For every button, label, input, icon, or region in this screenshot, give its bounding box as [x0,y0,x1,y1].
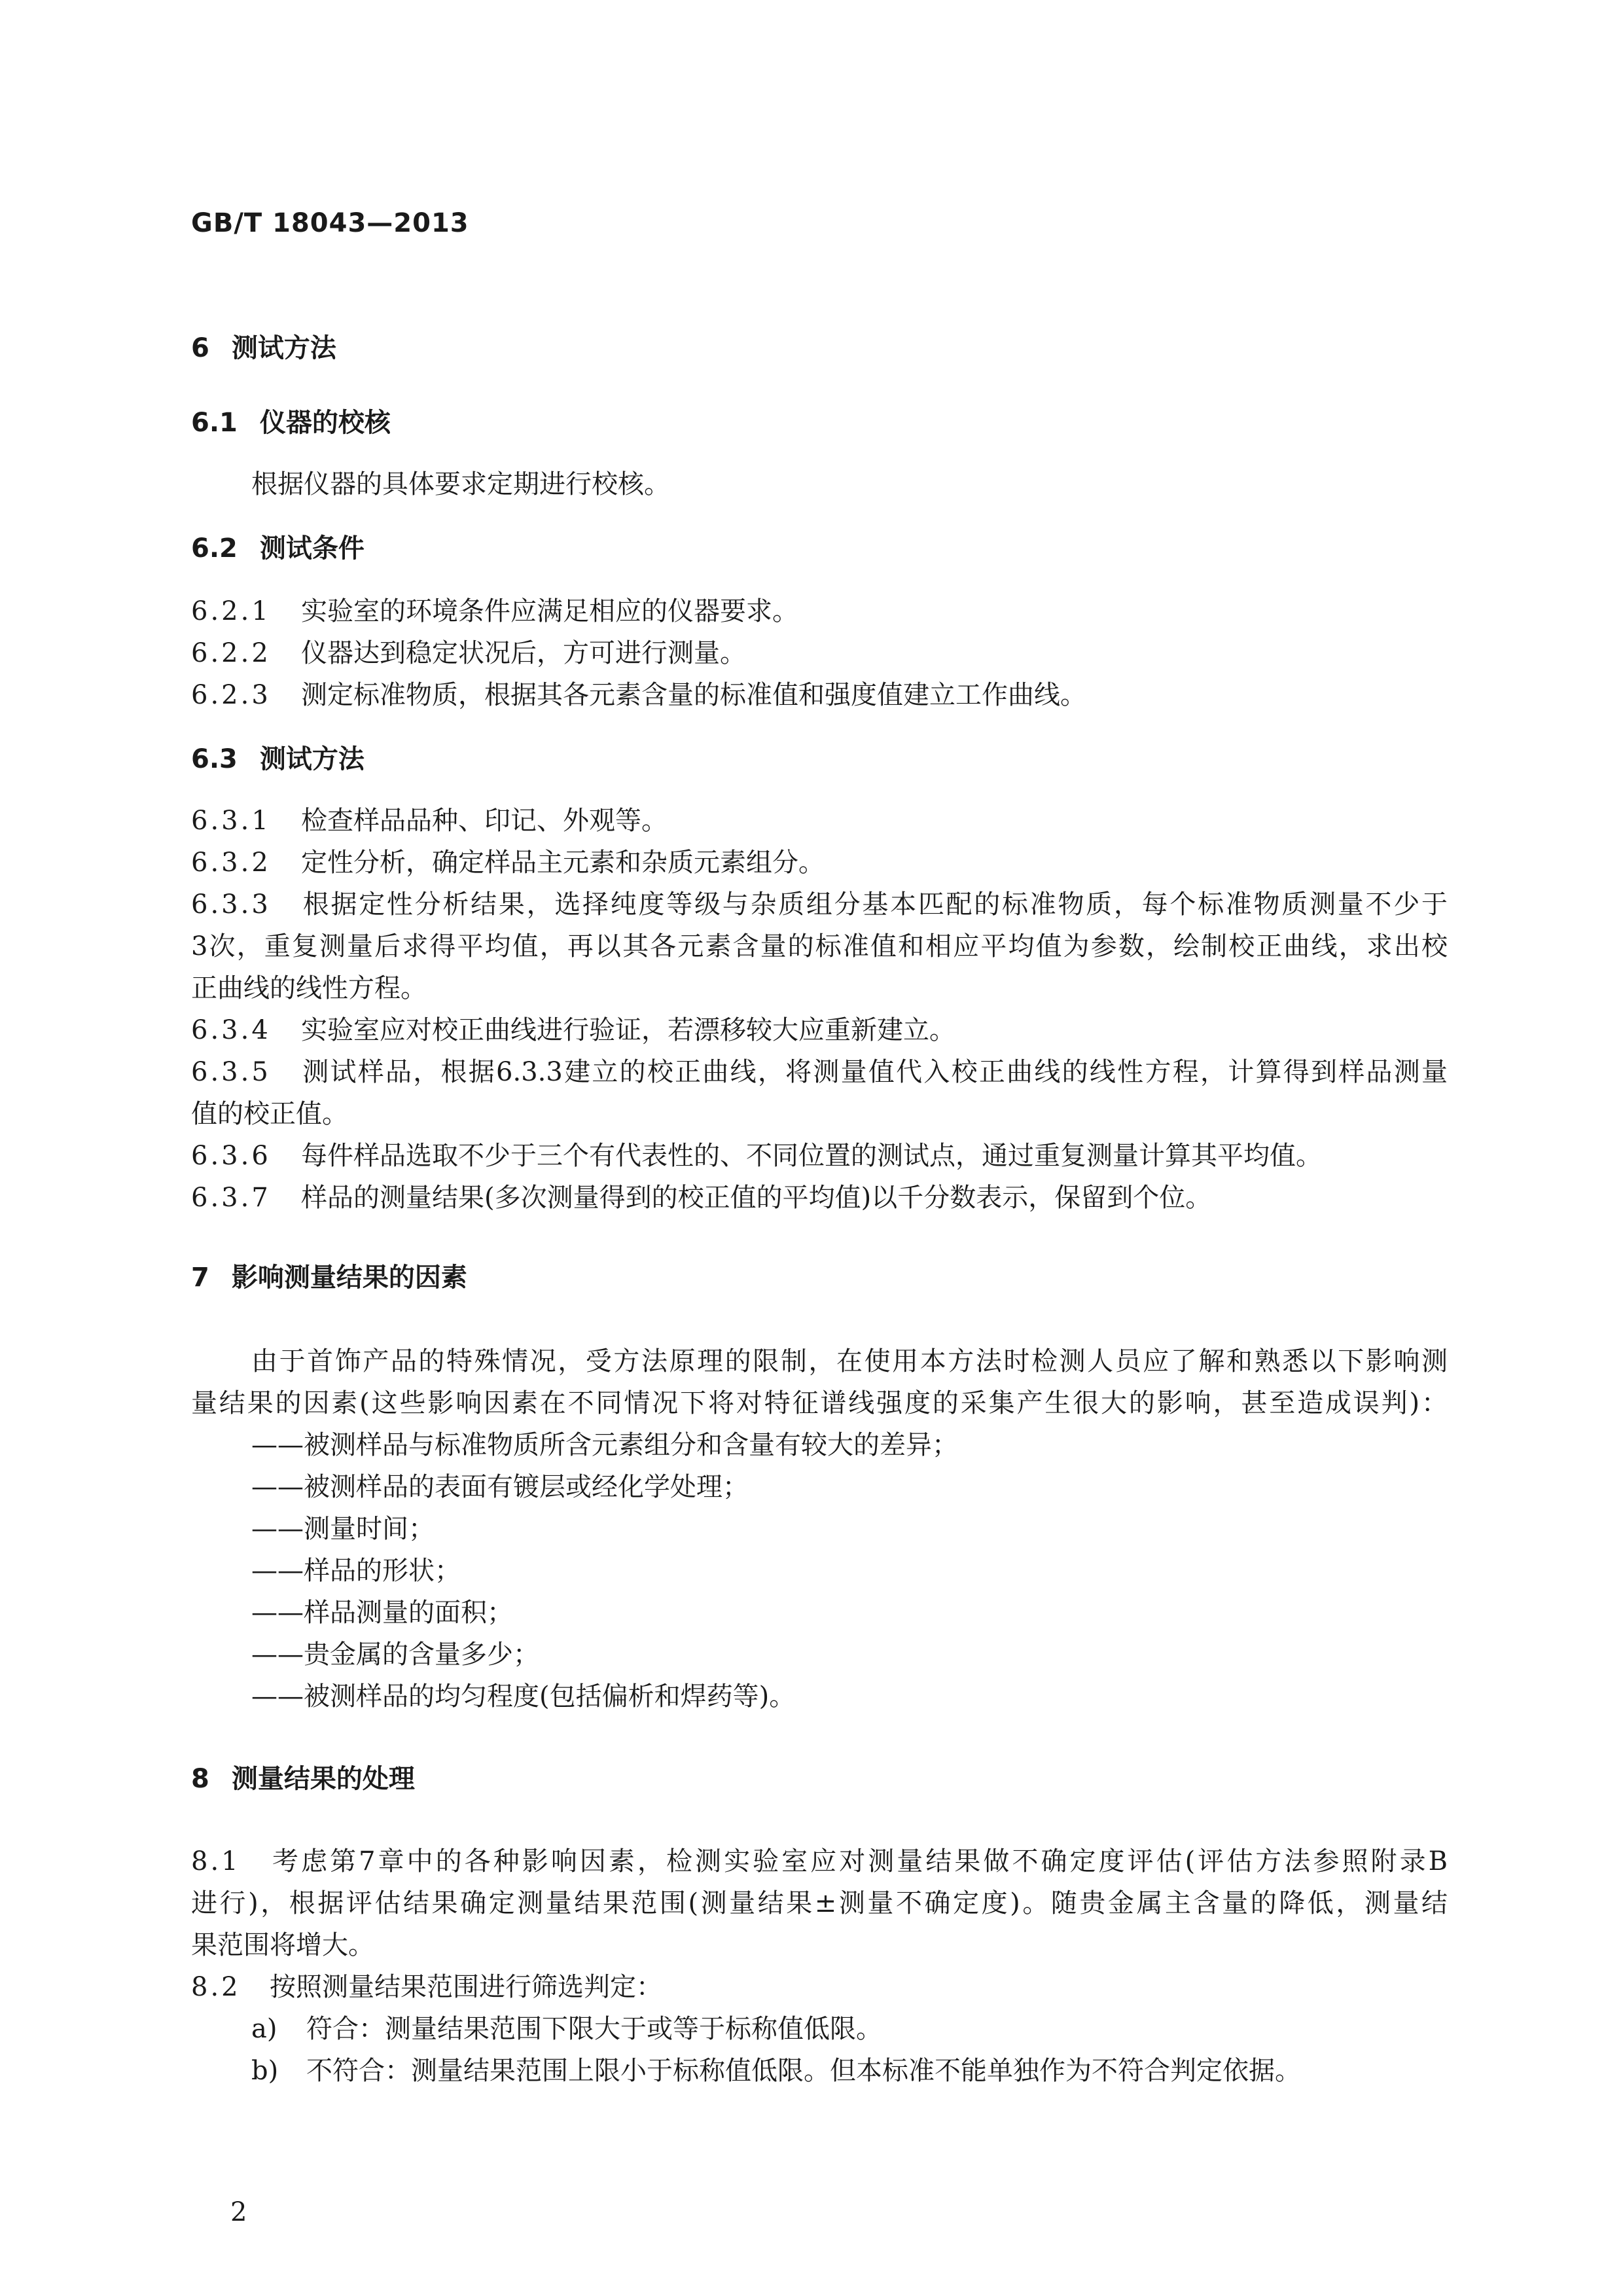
list-item: ——贵金属的含量多少； [251,1640,539,1670]
clause-text: 测试样品，根据6.3.3建立的校正曲线，将测量值代入校正曲线的线性方程，计算得到样品测量 [301,1057,1448,1087]
list-item: ——样品的形状； [251,1556,461,1586]
clause-text: 样品的测量结果(多次测量得到的校正值的平均值)以千分数表示，保留到个位。 [301,1183,1212,1213]
clause-number: 6.3.4 [191,1015,271,1045]
clause-8-2 [191,1971,662,2003]
section-number: 6 [191,333,209,363]
clause-6-3-3-line-3: 正曲线的线性方程。 [191,973,427,1003]
clause-6-3-5-line-1 [191,1056,1448,1088]
list-marker: b) [251,2056,279,2086]
clause-6-3-3-line-1 [191,889,1448,920]
clause-number: 6.3.2 [191,848,271,878]
list-item: ——被测样品与标准物质所含元素组分和含量有较大的差异； [251,1430,958,1460]
clause-text: 考虑第7章中的各种影响因素，检测实验室应对测量结果做不确定度评估(评估方法参照附录B [270,1846,1448,1876]
clause-number: 6.3.3 [191,889,271,920]
clause-6-3-2 [191,847,825,878]
clause-text: 测定标准物质，根据其各元素含量的标准值和强度值建立工作曲线。 [301,680,1086,710]
clause-number: 6.3.6 [191,1141,271,1171]
clause-text: 实验室应对校正曲线进行验证，若漂移较大应重新建立。 [301,1015,955,1045]
clause-6-3-7 [191,1182,1211,1213]
clause-8-1-line-1 [191,1846,1448,1877]
list-item-a [251,2013,882,2045]
clause-6-3-5-line-2: 值的校正值。 [191,1099,348,1129]
clause-number: 8.1 [191,1846,241,1876]
section-6-3-heading [191,744,365,775]
clause-8-1-line-3: 果范围将增大。 [191,1930,374,1960]
section-8-heading [191,1763,415,1795]
clause-text: 根据定性分析结果，选择纯度等级与杂质组分基本匹配的标准物质，每个标准物质测量不少于 [301,889,1448,920]
section-6-1-heading [191,407,391,439]
page-number: 2 [230,2197,247,2227]
clause-6-3-4 [191,1014,955,1046]
clause-text: 按照测量结果范围进行筛选判定： [270,1972,662,2002]
clause-8-1-line-2: 进行)，根据评估结果确定测量结果范围(测量结果±测量不确定度)。随贵金属主含量的降低，测量结 [191,1888,1448,1918]
section-7-heading [191,1262,467,1293]
section-title: 测试方法 [231,333,336,363]
section-title: 测量结果的处理 [231,1764,415,1794]
clause-6-2-2 [191,637,746,669]
clause-number: 6.2.2 [191,638,271,668]
list-item: ——测量时间； [251,1514,435,1544]
clause-number: 6.3.7 [191,1183,271,1213]
section-6-heading [191,332,336,364]
document-code: GB/T 18043—2013 [191,208,469,238]
section-number: 6.3 [191,744,238,774]
section-number: 6.2 [191,533,238,564]
clause-6-3-3-line-2: 3次，重复测量后求得平均值，再以其各元素含量的标准值和相应平均值为参数，绘制校正曲线，求出校 [191,931,1448,961]
clause-text: 每件样品选取不少于三个有代表性的、不同位置的测试点，通过重复测量计算其平均值。 [301,1141,1322,1171]
clause-number: 6.2.1 [191,596,271,626]
list-item: ——样品测量的面积； [251,1598,513,1628]
clause-6-3-1 [191,805,668,836]
section-number: 7 [191,1263,209,1293]
paragraph-line: 由于首饰产品的特殊情况，受方法原理的限制，在使用本方法时检测人员应了解和熟悉以下影响测 [251,1346,1448,1376]
clause-text: 实验室的环境条件应满足相应的仪器要求。 [301,596,798,626]
clause-text: 定性分析，确定样品主元素和杂质元素组分。 [301,848,825,878]
clause-6-2-3 [191,679,1086,711]
section-title: 仪器的校核 [259,408,391,438]
section-title: 测试条件 [259,533,365,564]
list-item: ——被测样品的均匀程度(包括偏析和焊药等)。 [251,1681,796,1712]
clause-6-2-1 [191,596,798,627]
clause-6-3-6 [191,1140,1322,1172]
section-number: 8 [191,1764,209,1794]
clause-number: 6.3.5 [191,1057,271,1087]
section-title: 测试方法 [259,744,365,774]
list-item: ——被测样品的表面有镀层或经化学处理； [251,1472,749,1502]
list-text: 不符合：测量结果范围上限小于标称值低限。但本标准不能单独作为不符合判定依据。 [306,2056,1301,2086]
section-title: 影响测量结果的因素 [231,1263,467,1293]
clause-number: 6.3.1 [191,806,271,836]
clause-number: 6.2.3 [191,680,271,710]
clause-text: 仪器达到稳定状况后，方可进行测量。 [301,638,746,668]
list-item-b [251,2055,1301,2087]
list-text: 符合：测量结果范围下限大于或等于标称值低限。 [306,2014,882,2044]
paragraph-line: 量结果的因素(这些影响因素在不同情况下将对特征谱线强度的采集产生很大的影响，甚至造成误判)： [191,1388,1448,1418]
clause-number: 8.2 [191,1972,241,2002]
paragraph: 根据仪器的具体要求定期进行校核。 [251,469,670,499]
section-6-2-heading [191,533,365,564]
list-marker: a) [251,2014,277,2044]
clause-text: 检查样品品种、印记、外观等。 [301,806,668,836]
section-number: 6.1 [191,408,238,438]
